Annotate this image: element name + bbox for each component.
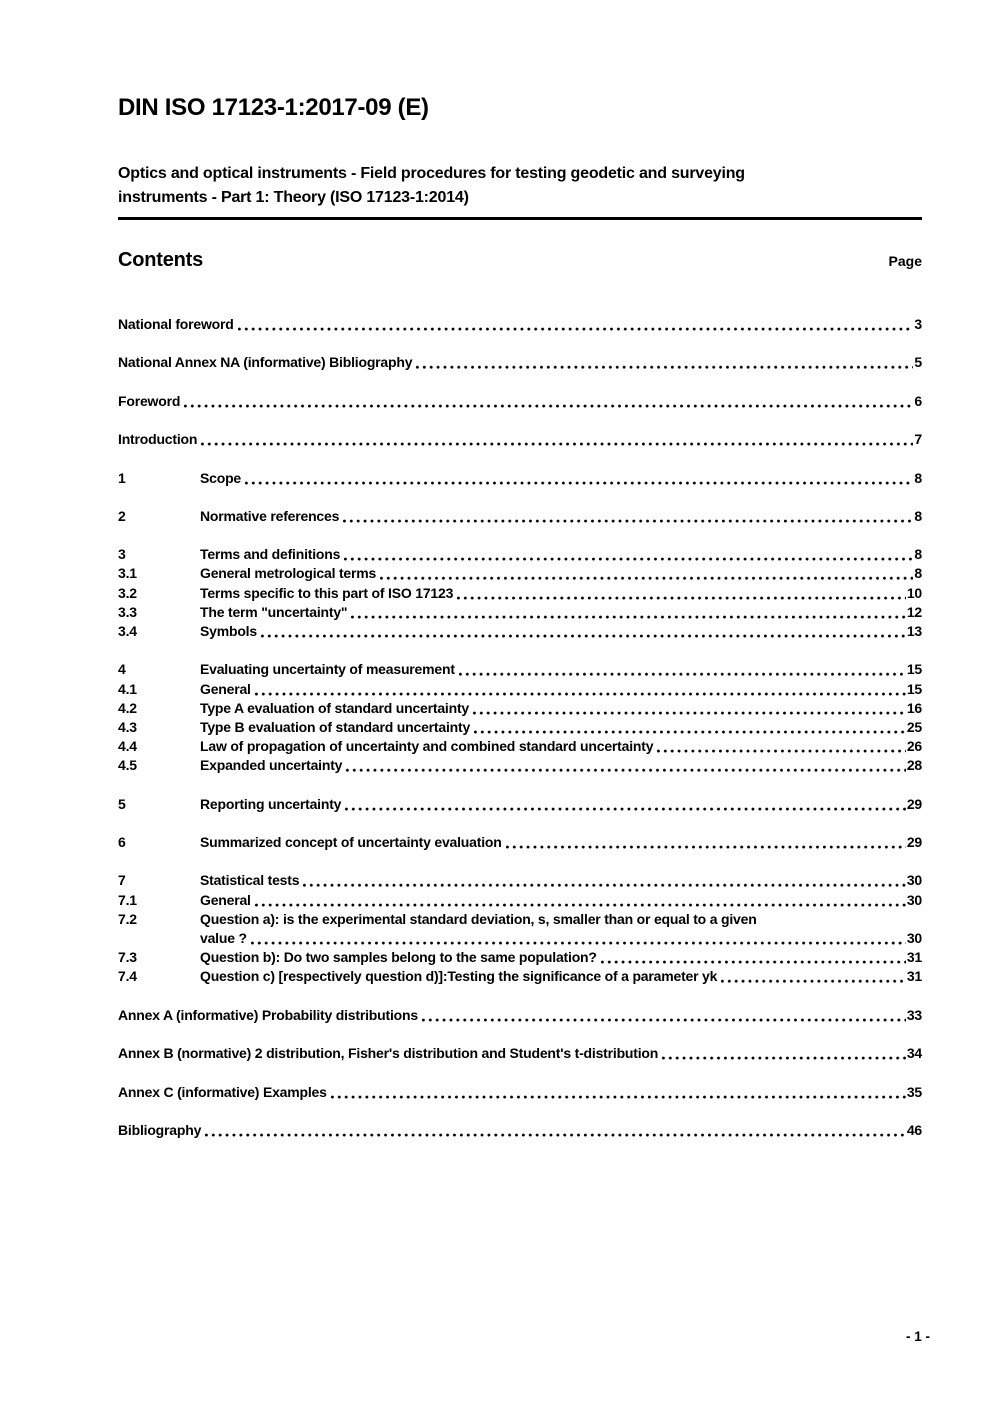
toc-entry-number: 7.1 bbox=[118, 891, 137, 908]
toc-entry-title: Terms specific to this part of ISO 17123 bbox=[200, 584, 454, 601]
toc-entry bbox=[118, 737, 922, 756]
toc-entry-title: Evaluating uncertainty of measurement bbox=[200, 661, 455, 678]
toc-entry-page: 28 bbox=[906, 757, 922, 774]
dot-leader bbox=[379, 564, 913, 583]
toc-entry-page: 31 bbox=[906, 949, 922, 966]
contents-heading: Contents bbox=[118, 249, 204, 271]
toc-entry-title: Reporting uncertainty bbox=[200, 795, 342, 812]
toc-entry bbox=[118, 1006, 922, 1025]
page-column-label: Page bbox=[888, 253, 922, 269]
toc-entry-page: 8 bbox=[914, 507, 922, 524]
dot-leader bbox=[330, 1083, 906, 1102]
dot-leader bbox=[302, 871, 906, 890]
document-title-line-2: instruments - Part 1: Theory (ISO 17123-1:2014) bbox=[118, 189, 469, 206]
document-title-line-1: Optics and optical instruments - Field procedures for testing geodetic and surveying bbox=[118, 165, 745, 182]
toc-entry-title: Bibliography bbox=[118, 1121, 202, 1138]
footer-page-number: - 1 - bbox=[905, 1329, 930, 1344]
toc-entry-title: General bbox=[200, 680, 251, 697]
toc-entry bbox=[118, 891, 922, 910]
dot-leader bbox=[344, 795, 906, 814]
dot-leader bbox=[244, 469, 913, 488]
toc-entry bbox=[118, 584, 922, 603]
toc-entry bbox=[118, 929, 922, 948]
toc-entry-number: 4 bbox=[118, 661, 126, 678]
toc-entry-number: 4.4 bbox=[118, 738, 137, 755]
toc-entry-title: National Annex NA (informative) Bibliography bbox=[118, 354, 413, 371]
dot-leader bbox=[415, 353, 913, 372]
toc-entry bbox=[118, 699, 922, 718]
toc-entry bbox=[118, 833, 922, 852]
toc-entry bbox=[118, 718, 922, 737]
toc-entry-title: Scope bbox=[200, 469, 242, 486]
toc-entry bbox=[118, 1083, 922, 1102]
toc-entry-page: 29 bbox=[906, 834, 922, 851]
toc-entry bbox=[118, 1121, 922, 1140]
toc-entry-title: Introduction bbox=[118, 431, 198, 448]
toc-entry-page: 26 bbox=[906, 738, 922, 755]
toc-entry-page: 30 bbox=[906, 891, 922, 908]
toc-entry-title: value ? bbox=[200, 930, 247, 946]
dot-leader bbox=[260, 622, 906, 641]
dot-leader bbox=[350, 603, 905, 622]
toc-entry-page: 30 bbox=[906, 872, 922, 889]
dot-leader bbox=[200, 430, 913, 449]
toc-entry-title: Summarized concept of uncertainty evaluation bbox=[200, 834, 502, 851]
toc-entry bbox=[118, 353, 922, 372]
toc-entry-title: Annex B (normative) 2 distribution, Fisher's distribution and Student's t-distribution bbox=[118, 1045, 659, 1062]
toc-entry-number: 1 bbox=[118, 469, 126, 486]
toc-entry-title: Statistical tests bbox=[200, 872, 300, 889]
toc-entry-title: Normative references bbox=[200, 507, 340, 524]
toc-entry-page: 12 bbox=[906, 603, 922, 620]
toc-entry bbox=[118, 680, 922, 699]
toc-entry-number: 4.2 bbox=[118, 699, 137, 716]
toc-entry-number: 6 bbox=[118, 834, 126, 851]
dot-leader bbox=[204, 1121, 906, 1140]
toc-entry-page: 3 bbox=[914, 316, 922, 332]
toc-entry bbox=[118, 756, 922, 775]
toc-entry bbox=[118, 622, 922, 641]
dot-leader bbox=[600, 948, 906, 967]
toc-entry bbox=[118, 795, 922, 814]
toc-entry bbox=[118, 469, 922, 488]
toc-entry bbox=[118, 948, 922, 967]
toc-entry bbox=[118, 871, 922, 890]
toc-entry-number: 3.1 bbox=[118, 565, 137, 582]
toc-entry-number: 7.2 bbox=[118, 910, 137, 927]
toc-entry-number: 4.5 bbox=[118, 757, 137, 774]
toc-entry-title: Question c) [respectively question d)]:Testing the significance of a parameter yk bbox=[200, 968, 718, 985]
toc-entry-number: 5 bbox=[118, 795, 126, 812]
toc-entry bbox=[118, 967, 922, 986]
dot-leader bbox=[656, 737, 906, 756]
toc-entry bbox=[118, 1044, 922, 1063]
toc-entry-title: General bbox=[200, 891, 251, 908]
toc-entry-page: 15 bbox=[906, 661, 922, 678]
toc-entry-title: Law of propagation of uncertainty and combined standard uncertainty bbox=[200, 738, 654, 755]
toc-entry bbox=[118, 910, 922, 929]
toc-entry-page: 7 bbox=[914, 431, 922, 448]
toc-entry-title: The term "uncertainty" bbox=[200, 603, 348, 620]
toc-entry-page: 5 bbox=[914, 354, 922, 371]
toc-entry-title: General metrological terms bbox=[200, 565, 377, 582]
toc-entry-number: 4.3 bbox=[118, 718, 137, 735]
toc-entry-title: Terms and definitions bbox=[200, 546, 341, 563]
toc-entry-title: Question b): Do two samples belong to the same population? bbox=[200, 949, 597, 966]
dot-leader bbox=[472, 699, 906, 718]
toc-entry bbox=[118, 315, 922, 334]
toc-entry-title: Annex A (informative) Probability distributions bbox=[118, 1006, 418, 1023]
dot-leader bbox=[254, 891, 906, 910]
toc-entry-title: Foreword bbox=[118, 392, 181, 409]
toc-entry-page: 8 bbox=[914, 546, 922, 563]
dot-leader bbox=[421, 1006, 906, 1025]
dot-leader bbox=[473, 718, 906, 737]
toc-entry-page: 29 bbox=[906, 795, 922, 812]
toc-entry-page: 30 bbox=[906, 930, 922, 946]
toc-entry-page: 10 bbox=[906, 584, 922, 601]
dot-leader bbox=[237, 315, 914, 334]
contents-header-row bbox=[118, 249, 922, 272]
toc-entry-page: 46 bbox=[906, 1121, 922, 1138]
toc-entry bbox=[118, 507, 922, 526]
dot-leader bbox=[183, 392, 913, 411]
toc-entry-title: Type B evaluation of standard uncertainty bbox=[200, 718, 471, 735]
toc-entry-page: 8 bbox=[914, 565, 922, 582]
toc-entry-number: 7.3 bbox=[118, 949, 137, 966]
toc-entry-page: 31 bbox=[906, 968, 922, 985]
table-of-contents bbox=[118, 315, 922, 1140]
toc-entry-number: 3.3 bbox=[118, 603, 137, 620]
dot-leader bbox=[661, 1044, 906, 1063]
dot-leader bbox=[505, 833, 906, 852]
toc-entry-number: 3.2 bbox=[118, 584, 137, 601]
toc-entry bbox=[118, 430, 922, 449]
toc-entry-page: 35 bbox=[906, 1083, 922, 1100]
toc-entry-title: Expanded uncertainty bbox=[200, 757, 343, 774]
toc-entry-title: Type A evaluation of standard uncertainty bbox=[200, 699, 469, 716]
toc-entry bbox=[118, 564, 922, 583]
toc-entry-number: 2 bbox=[118, 507, 126, 524]
toc-entry bbox=[118, 603, 922, 622]
dot-leader bbox=[250, 929, 906, 948]
dot-leader bbox=[343, 545, 913, 564]
toc-entry bbox=[118, 545, 922, 564]
toc-entry-page: 13 bbox=[906, 623, 922, 639]
document-title bbox=[118, 162, 922, 220]
toc-entry-title: Question a): is the experimental standard deviation, s, smaller than or equal to a given bbox=[200, 910, 757, 927]
toc-entry-number: 4.1 bbox=[118, 680, 137, 697]
toc-entry-number: 7.4 bbox=[118, 968, 137, 985]
toc-entry-title: National foreword bbox=[118, 316, 234, 332]
dot-leader bbox=[254, 680, 906, 699]
dot-leader bbox=[345, 756, 906, 775]
toc-entry-number: 3 bbox=[118, 546, 126, 563]
toc-entry bbox=[118, 392, 922, 411]
toc-entry-title: Symbols bbox=[200, 623, 257, 639]
dot-leader bbox=[342, 507, 913, 526]
dot-leader bbox=[456, 584, 906, 603]
toc-entry-title: Annex C (informative) Examples bbox=[118, 1083, 327, 1100]
toc-entry-page: 33 bbox=[906, 1006, 922, 1023]
toc-entry-number: 3.4 bbox=[118, 623, 137, 639]
toc-entry-page: 16 bbox=[906, 699, 922, 716]
toc-entry-page: 6 bbox=[914, 392, 922, 409]
dot-leader bbox=[458, 660, 906, 679]
toc-entry-number: 7 bbox=[118, 872, 126, 889]
toc-entry-page: 25 bbox=[906, 718, 922, 735]
toc-entry-page: 34 bbox=[906, 1045, 922, 1062]
toc-entry-page: 15 bbox=[906, 680, 922, 697]
toc-entry-page: 8 bbox=[914, 469, 922, 486]
dot-leader bbox=[720, 967, 906, 986]
document-code-heading: DIN ISO 17123-1:2017-09 (E) bbox=[118, 94, 429, 121]
toc-entry bbox=[118, 660, 922, 679]
